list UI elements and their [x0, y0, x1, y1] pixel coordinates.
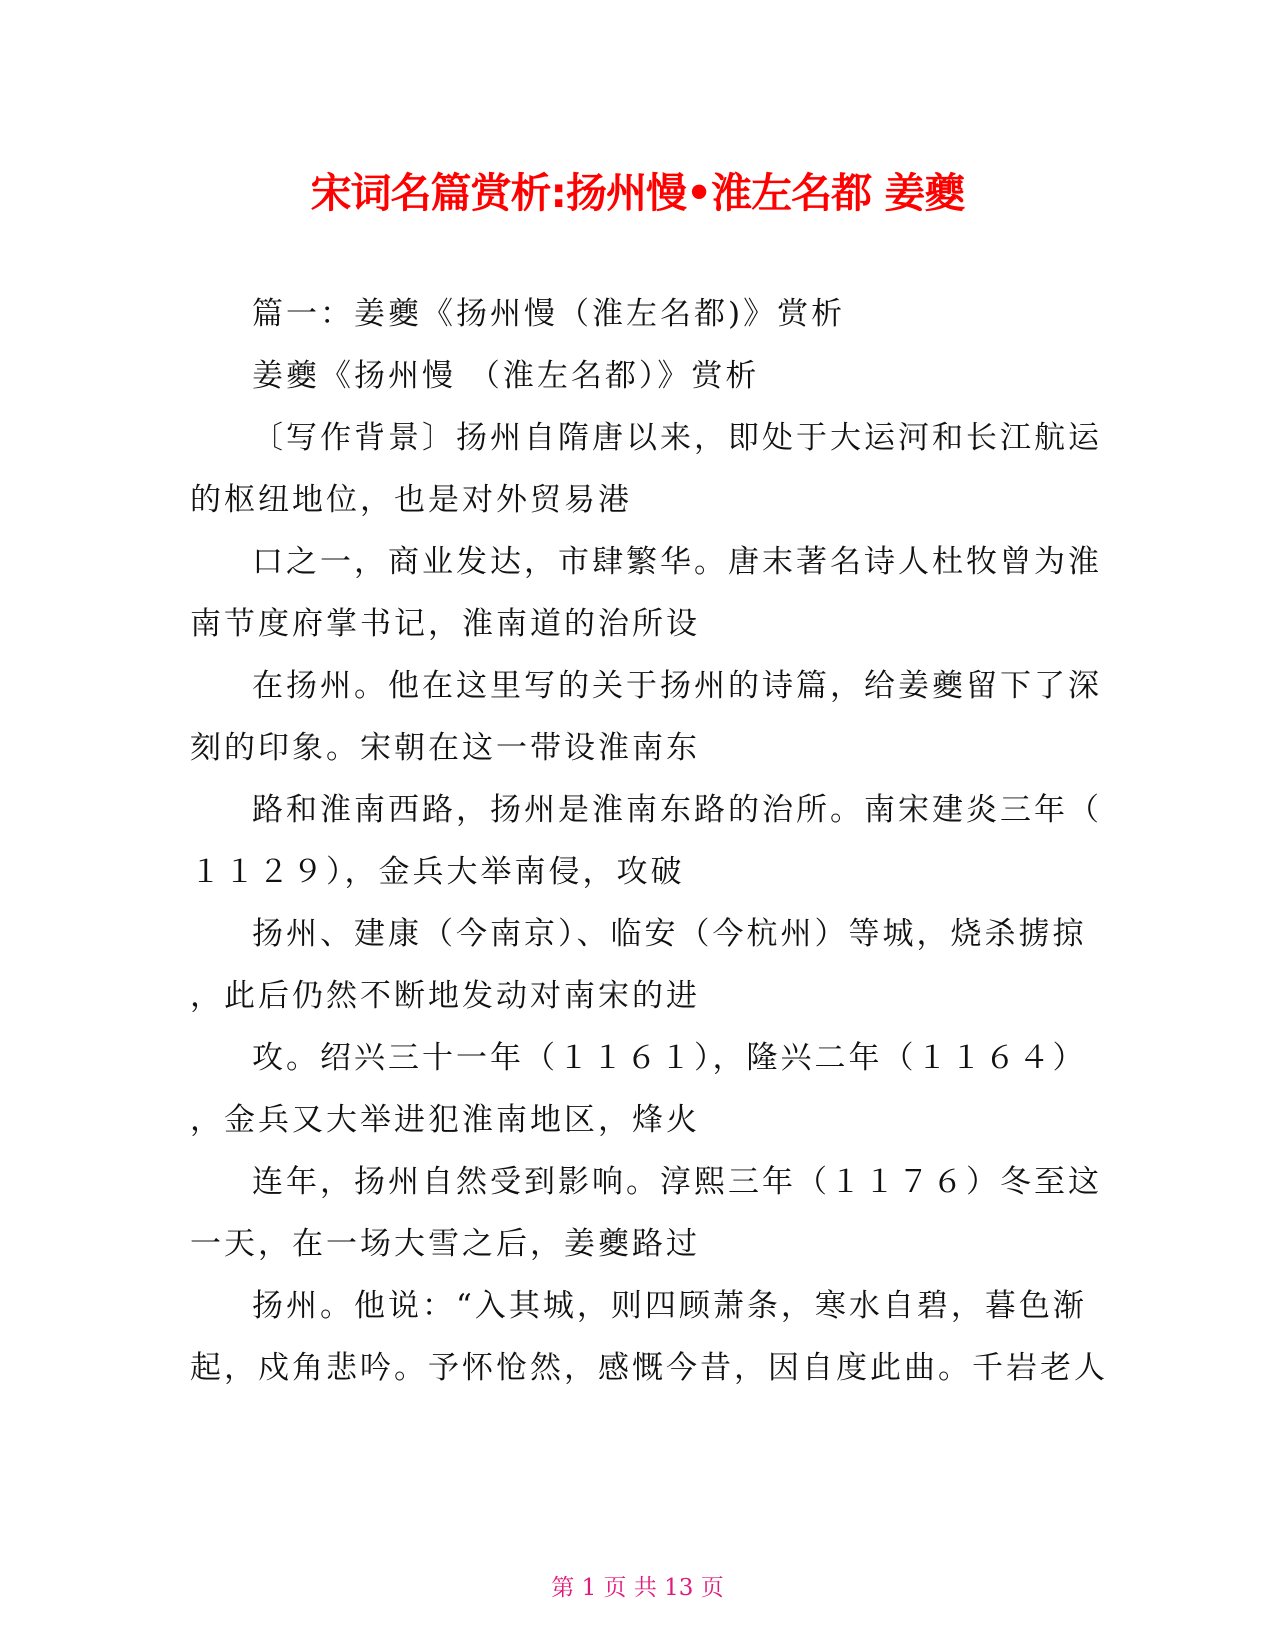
- paragraph-line: 的枢纽地位，也是对外贸易港: [190, 482, 632, 518]
- paragraph-line: 扬州。他说：“入其城，则四顾萧条，寒水自碧，暮色渐: [252, 1288, 1087, 1324]
- paragraph-line: 一天，在一场大雪之后，姜夔路过: [190, 1226, 700, 1262]
- paragraph-line: 南节度府掌书记，淮南道的治所设: [190, 606, 700, 642]
- paragraph-line: ，金兵又大举进犯淮南地区，烽火: [190, 1102, 700, 1138]
- paragraph-line: 攻。绍兴三十一年（１１６１），隆兴二年（１１６４）: [252, 1040, 1087, 1076]
- page-number-footer: 第 1 页 共 13 页: [551, 1575, 724, 1601]
- paragraph-line: 口之一，商业发达，市肆繁华。唐末著名诗人杜牧曾为淮: [252, 544, 1102, 580]
- document-title: 宋词名篇赏析:扬州慢•淮左名都 姜夔: [310, 169, 965, 217]
- paragraph-line: 刻的印象。宋朝在这一带设淮南东: [190, 730, 700, 766]
- paragraph-line: 路和淮南西路，扬州是淮南东路的治所。南宋建炎三年（: [252, 792, 1102, 828]
- paragraph-line: １１２９），金兵大举南侵，攻破: [190, 854, 685, 890]
- paragraph-line: ，此后仍然不断地发动对南宋的进: [190, 978, 700, 1014]
- paragraph-line: 篇一：姜夔《扬州慢（淮左名都)》赏析: [252, 296, 846, 332]
- paragraph-line: 连年，扬州自然受到影响。淳熙三年（１１７６）冬至这: [252, 1164, 1102, 1200]
- paragraph-line: 姜夔《扬州慢 （淮左名都）》赏析: [252, 358, 760, 394]
- paragraph-line: 扬州、建康（今南京）、临安（今杭州）等城，烧杀掳掠: [252, 916, 1087, 952]
- paragraph-line: 在扬州。他在这里写的关于扬州的诗篇，给姜夔留下了深: [252, 668, 1102, 704]
- paragraph-line: 〔写作背景〕扬州自隋唐以来，即处于大运河和长江航运: [252, 420, 1102, 456]
- paragraph-line: 起，戍角悲吟。予怀怆然，感慨今昔，因自度此曲。千岩老人: [190, 1350, 1108, 1386]
